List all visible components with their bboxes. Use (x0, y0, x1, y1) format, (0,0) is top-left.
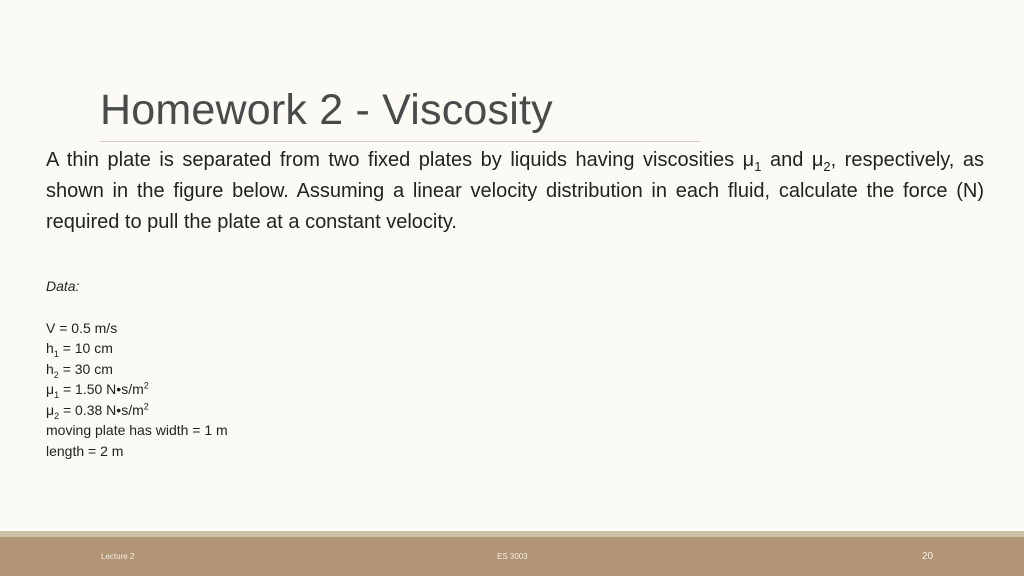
problem-statement (46, 145, 984, 238)
footer-course: ES 3003 (497, 552, 528, 561)
mu1-data-subscript: 1 (54, 389, 60, 400)
footer-page-number: 20 (922, 551, 934, 562)
h2-symbol: h (46, 360, 54, 377)
title-divider (100, 141, 700, 142)
mu2-superscript: 2 (143, 400, 149, 411)
problem-text-2: and μ (761, 149, 824, 171)
mu1-symbol: μ (46, 381, 55, 397)
data-label: Data: (46, 278, 80, 294)
data-h1 (46, 338, 228, 359)
mu1-value: = 1.50 N•s/m (59, 381, 144, 397)
h1-subscript: 1 (53, 348, 59, 359)
h2-subscript: 2 (53, 369, 59, 380)
slide-title: Homework 2 - Viscosity (100, 86, 553, 134)
mu2-symbol: μ (46, 401, 55, 418)
data-mu1 (46, 379, 228, 400)
h1-symbol: h (46, 340, 54, 356)
footer-lecture: Lecture 2 (101, 552, 135, 561)
data-block (46, 276, 228, 461)
data-width: moving plate has width = 1 m (46, 422, 228, 438)
mu1-subscript: 1 (754, 159, 762, 174)
mu2-data-subscript: 2 (54, 410, 60, 421)
mu1-superscript: 2 (143, 380, 149, 391)
h1-value: = 10 cm (58, 340, 113, 356)
h2-value: = 30 cm (58, 360, 113, 377)
mu2-value: = 0.38 N•s/m (59, 401, 144, 418)
footer-bar (0, 537, 1024, 576)
mu2-subscript: 2 (823, 159, 831, 174)
problem-text-3: , respectively, as shown in the figure below. Assuming a linear velocity distribution in each fluid, calculate the force (N) required to pull the plate at a constant velocity. (46, 149, 984, 233)
problem-text-1: A thin plate is separated from two fixed plates by liquids having viscosities μ (46, 149, 755, 171)
data-mu2 (46, 400, 228, 421)
data-h2 (46, 359, 228, 380)
data-velocity: V = 0.5 m/s (46, 319, 118, 336)
data-length: length = 2 m (46, 442, 124, 459)
